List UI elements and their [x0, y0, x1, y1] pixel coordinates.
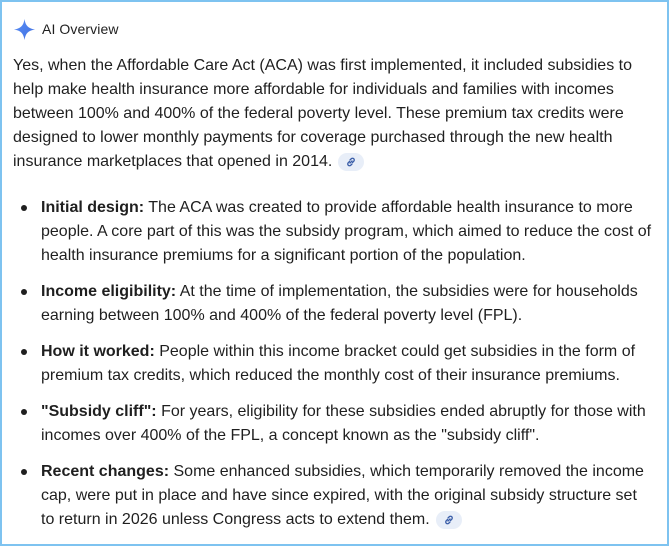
- bullet-dot: [21, 289, 27, 295]
- bullet-text: Some enhanced subsidies, which temporarily removed the income cap, were put in place and have since expired, with the original subsidy structure set to return in 2026 unless Congress acts to extend them.: [41, 463, 644, 528]
- bullet-text: People within this income bracket could get subsidies in the form of premium tax credits, which reduced the monthly cost of their insurance premiums.: [41, 343, 636, 384]
- bullet-label: "Subsidy cliff":: [41, 403, 157, 420]
- bullet-label: Income eligibility:: [41, 283, 177, 300]
- bullet-dot: [21, 349, 27, 355]
- bullet-label: Recent changes:: [41, 463, 170, 480]
- bullet-text: At the time of implementation, the subsidies were for households earning between 100% and 400% of the federal poverty level (FPL).: [41, 283, 638, 324]
- list-item: [13, 340, 653, 388]
- list-item: [13, 280, 653, 328]
- bullet-label: How it worked:: [41, 343, 155, 360]
- intro-text: Yes, when the Affordable Care Act (ACA) was first implemented, it included subsidies to help make health insurance more affordable for individuals and families with incomes between 100% and 400% of the federal poverty level. These premium tax credits were designed to lower monthly payments for coverage purchased through the new health insurance marketplaces that opened in 2014.: [13, 57, 632, 170]
- recent-changes-source-link[interactable]: [436, 511, 462, 529]
- list-item: [13, 400, 653, 448]
- link-icon: [443, 514, 455, 526]
- bullet-dot: [21, 469, 27, 475]
- ai-overview-title: AI Overview: [42, 21, 119, 37]
- key-points-list: [13, 196, 653, 544]
- list-item: [13, 196, 653, 268]
- bullet-dot: [21, 205, 27, 211]
- intro-source-link[interactable]: [338, 153, 364, 171]
- bullet-label: Initial design:: [41, 199, 145, 216]
- sparkle-icon: [13, 18, 36, 41]
- ai-overview-header: [13, 16, 119, 42]
- link-icon: [345, 156, 357, 168]
- bullet-text: The ACA was created to provide affordable health insurance to more people. A core part of this was the subsidy program, which aimed to reduce the cost of health insurance premiums for a significant portion of the population.: [41, 199, 652, 264]
- bullet-dot: [21, 409, 27, 415]
- bullet-text: For years, eligibility for these subsidies ended abruptly for those with incomes over 400% of the FPL, a concept known as the "subsidy cliff".: [41, 403, 646, 444]
- intro-paragraph: [13, 54, 653, 174]
- list-item: [13, 460, 653, 532]
